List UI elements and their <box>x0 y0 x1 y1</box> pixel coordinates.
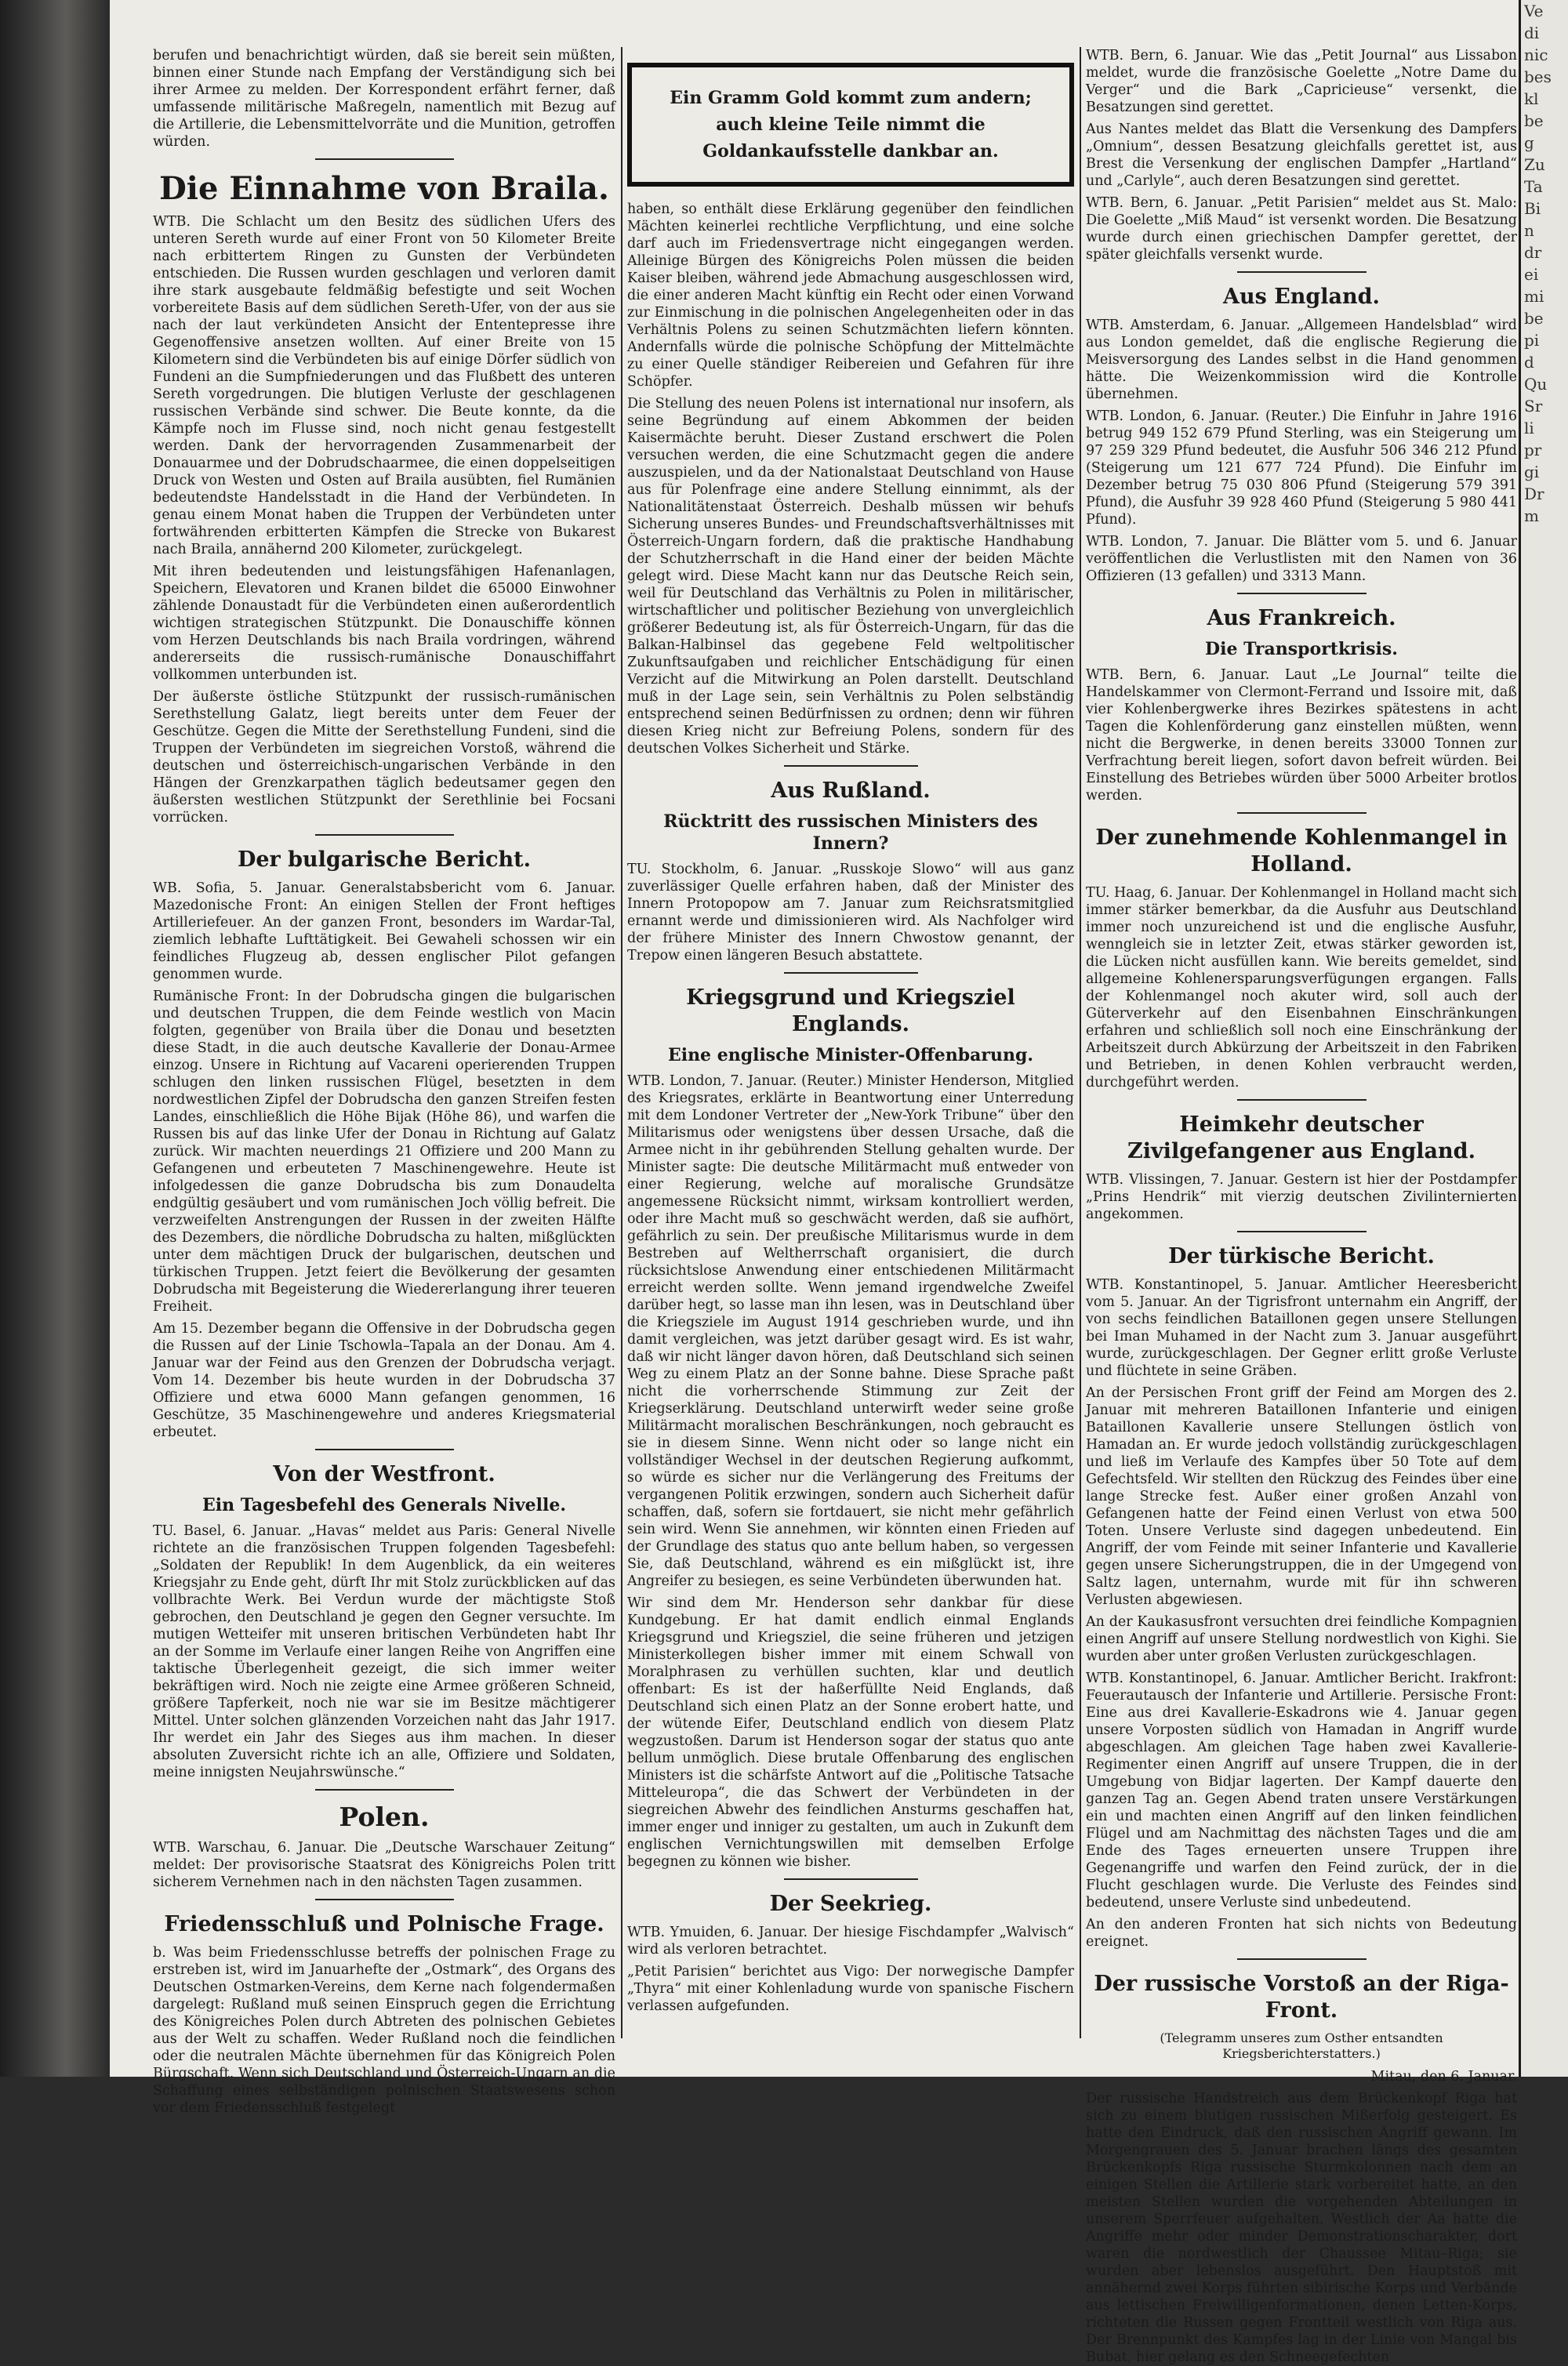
edge-fragment: gi <box>1524 463 1540 481</box>
edge-fragment: dr <box>1524 243 1542 262</box>
article-paragraph: Die Stellung des neuen Polens ist international nur insofern, als seine Begründung auf einem Abkommen der beiden Kaisermächte beruht. Dieser Zustand erschwert die Polen versuchen werden, die eine Schutzmacht gegen die andere auszuspielen, und da der Nationalstaat Deutschland von Hause aus für Polenfrage eine andere Stellung einnimmt, als der Nationalitätenstaat Österreich. Deshalb müssen wir behufs Sicherung unseres Bundes- und Freundschaftsverhältnisses mit Österreich-Ungarn fordern, daß die praktische Handhabung der Schutzherrschaft in die Hand einer der beiden Mächte gelegt wird. Diese Macht kann nur das Deutsche Reich sein, weil für Deutschland das Verhältnis zu Polen in militärischer, wirtschaftlicher und politischer Beziehung von unvergleichlich größerer Bedeutung ist, als für Österreich-Ungarn, für das die Balkan-Halbinsel das gegebene Feld weltpolitischer Zukunftsaufgaben und reichlicher Entschädigung für einen Verzicht auf die Mitwirkung an Polen darstellt. Deutschland muß in der Lage sein, sein Verhältnis zu Polen selbständig entsprechend seinen Bedürfnissen zu ordnen; denn wir führen diesen Krieg nicht zur Befreiung Polens, sondern für des deutschen Volkes Sicherheit und Stärke. <box>627 396 1074 757</box>
column-1 <box>153 47 615 2116</box>
article-paragraph: WTB. Konstantinopel, 6. Januar. Amtlicher Bericht. Irakfront: Feuerautausch der Infanterie und Artillerie. Persische Front: Eine aus drei Kavallerie-Eskadrons wie 4. Januar gegen unsere Vorposten südlich von Hamadan in Angriff wurde abgeschlagen. Am gleichen Tage haben zwei Kavallerie-Regimenter einen Angriff auf unsere Truppen, die in der Umgebung von Bidjar lagerten. Der Kampf dauerte den ganzen Tag an. Gegen Abend traten unsere Verstärkungen ein und machten einen Angriff auf den linken feindlichen Flügel und am Nachmittag des nächsten Tages und die am Ende des Tages erneuerten unsere Truppen ihre Gegenangriffe und warfen den Feind zurück, der in die Flucht geschlagen wurde. Die Verluste des Feindes sind bedeutend, unsere Verluste sind unbedeutend. <box>1086 1671 1517 1911</box>
article-paragraph: „Petit Parisien“ berichtet aus Vigo: Der norwegische Dampfer „Thyra“ mit einer Kohlenladung wurde von spanische Fischern verlassen aufgefunden. <box>627 1964 1074 2014</box>
divider <box>315 1789 454 1791</box>
edge-fragment: Bi <box>1524 199 1541 218</box>
divider <box>315 1449 454 1450</box>
article-paragraph: WB. Sofia, 5. Januar. Generalstabsbericht vom 6. Januar. Mazedonische Front: An einigen Stellen der Front heftiges Artilleriefeuer. An der ganzen Front, besonders im Wardar-Tal, ziemlich lebhafte Lufttätigkeit. Bei Gewaheli schossen wir ein feindliches Flugzeug ab, dessen englischer Pilot gefangen genommen wurde. <box>153 880 615 982</box>
headline-polen: Polen. <box>339 1802 430 1832</box>
divider <box>315 1899 454 1900</box>
headline-westfront: Von der Westfront. <box>273 1462 495 1486</box>
edge-fragment: g <box>1524 133 1534 152</box>
article-paragraph: WTB. London, 6. Januar. (Reuter.) Die Einfuhr in Jahre 1916 betrug 949 152 679 Pfund Sterling, was ein Steigerung um 97 259 329 Pfund bedeutet, die Ausfuhr 506 346 212 Pfund (Steigerung um 121 677 724 Pfund). Die Einfuhr im Dezember betrug 75 030 806 Pfund (Steigerung 579 391 Pfund), die Ausfuhr 39 928 460 Pfund (Steigerung 5 980 441 Pfund). <box>1086 408 1517 528</box>
edge-fragment: Sr <box>1524 397 1543 416</box>
edge-fragment: li <box>1524 419 1534 437</box>
edge-fragment: Ta <box>1524 177 1543 196</box>
article-paragraph: Am 15. Dezember begann die Offensive in der Dobrudscha gegen die Russen auf der Linie Tschowla–Tapala an der Donau. Am 4. Januar war der Feind aus den Grenzen der Dobrudscha verjagt. Vom 14. Dezember bis heute wurden in der Dobrudscha 37 Offiziere und etwa 6000 Mann gefangen genommen, 16 Geschütze, 35 Maschinengewehre und anderes Kriegsmaterial erbeutet. <box>153 1321 615 1440</box>
divider <box>1237 1958 1367 1960</box>
edge-fragment: Qu <box>1524 375 1548 394</box>
headline-bulgarian-report: Der bulgarische Bericht. <box>237 847 532 872</box>
edge-fragment: m <box>1524 506 1539 525</box>
divider <box>1237 593 1367 594</box>
article-paragraph: WTB. Warschau, 6. Januar. Die „Deutsche Warschauer Zeitung“ meldet: Der provisorische Staatsrat des Königreichs Polen tritt sicherem Vernehmen nach in den nächsten Tagen zusammen. <box>153 1840 615 1890</box>
article-paragraph: TU. Haag, 6. Januar. Der Kohlenmangel in Holland macht sich immer stärker bemerkbar, da die Ausfuhr aus Deutschland immer noch unzureichend ist und die englische Ausfuhr, wenngleich sie in letzter Zeit, etwas stärker geworden ist, die Lücken nicht ausfüllen kann. Wie bereits gemeldet, sind allgemeine Kohlenersparungsverfügungen ergangen. Falls der Kohlenmangel noch akuter wird, soll auch der Güterverkehr auf den Eisenbahnen Einschränkungen erfahren und schließlich soll noch eine Einschränkung der Arbeitszeit durch Abkürzung der Arbeitszeit in den Fabriken und Betrieben, in denen Kohlen verbraucht werden, durchgeführt werden. <box>1086 885 1517 1090</box>
divider <box>784 972 918 974</box>
article-paragraph: WTB. Die Schlacht um den Besitz des südlichen Ufers des unteren Sereth wurde auf einer Front von 50 Kilometer Breite nach erbittertem Ringen zu Gunsten der Verbündeten entschieden. Die Russen wurden geschlagen und verloren damit ihre stark ausgebaute feldmäßig befestigte und seit Wochen vorbereitete Basis auf dem südlichen Sereth-Ufer, von der aus sie nach der laut verkündeten Ansicht der Ententepresse ihre Gegenoffensive ansetzen wollten. Auf einer Breite von 15 Kilometern sind die Verbündeten bis auf einige Dörfer südlich von Fundeni an die Sumpfniederungen und das Flußbett des unteren Sereth vorgedrungen. Die blutigen Verluste der geschlagenen russischen Verbände sind schwer. Die Beute konnte, da die Kämpfe noch im Flusse sind, noch nicht genau festgestellt werden. Dank der hervorragenden Zusammenarbeit der Donauarmee und der Dobrudschaarmee, die einen doppelseitigen Druck von Westen und Osten auf Braila ausübten, fiel Rumänien bedeutendste Handelsstadt in die Hand der Verbündeten. In genau einem Monat haben die Truppen der Verbündeten unter fortwährenden erbitterten Kämpfen die Strecke von Bukarest nach Braila, annähernd 200 Kilometer, zurückgelegt. <box>153 214 615 557</box>
edge-fragment: Dr <box>1524 484 1544 503</box>
column-3 <box>1086 47 1517 2365</box>
article-paragraph: b. Was beim Friedensschlusse betreffs der polnischen Frage zu erstreben ist, wird im Januarhefte der „Ostmark“, des Organs des Deutschen Ostmarken-Vereins, dem Kerne nach folgendermaßen dargelegt: Rußland muß seinen Einspruch gegen die Errichtung des Königreiches Polen durch Abtreten des polnischen Gebietes aus der Welt zu schaffen. Weder Rußland noch die feindlichen oder die neutralen Mächte übernehmen für das Königreich Polen Bürgschaft. Wenn sich Deutschland und Österreich-Ungarn an die Schaffung eines selbständigen polnischen Staatswesens schon vor dem Friedensschluß festgelegt <box>153 1945 615 2116</box>
subheadline-westfront: Ein Tagesbefehl des Generals Nivelle. <box>202 1495 566 1515</box>
edge-fragment: Ve <box>1524 2 1544 20</box>
article-paragraph: An der Persischen Front griff der Feind am Morgen des 2. Januar mit mehreren Bataillonen Infanterie und einigen Bataillonen Kavallerie unsere Stellungen östlich von Hamadan an. Er wurde jedoch vollständig zurückgeschlagen und ließ im Verlaufe des Kampfes über 50 Tote auf dem Gefechtsfeld. Wir stellten den Rückzug des Feindes über eine lange Strecke fest. Außer einer großen Anzahl von Gefangenen hatte der Feind einen Verlust von etwa 500 Toten. Unsere Verluste sind dagegen unbedeutend. Ein Angriff, der vom Feinde mit seiner Infanterie und Kavallerie gegen unsere Sicherungstruppen, die in der Umgegend von Saltz lagen, unternahm, wurde mit für ihn schweren Verlusten abgewiesen. <box>1086 1385 1517 1608</box>
gold-notice-box: Ein Gramm Gold kommt zum andern; auch kleine Teile nimmt die Goldankaufsstelle dankbar an. <box>627 63 1074 187</box>
article-paragraph: WTB. Bern, 6. Januar. Wie das „Petit Journal“ aus Lissabon meldet, wurde die französische Goelette „Notre Dame du Verger“ und die Bark „Capricieuse“ versenkt, die Besatzungen sind gerettet. <box>1086 48 1517 115</box>
headline-aus-england: Aus England. <box>1223 285 1380 309</box>
headline-turkish-report: Der türkische Bericht. <box>1168 1244 1435 1268</box>
edge-fragment: ei <box>1524 265 1539 284</box>
article-paragraph: WTB. London, 7. Januar. Die Blätter vom 5. und 6. Januar veröffentlichen die Verlustlisten mit den Namen von 36 Offizieren (13 gefallen) und 3313 Mann. <box>1086 534 1517 584</box>
divider <box>1237 271 1367 273</box>
article-paragraph: WTB. Amsterdam, 6. Januar. „Allgemeen Handelsblad“ wird aus London gemeldet, daß die englische Regierung die Meisversorgung des Landes selbst in die Hand genommen hätte. Die Weizenkommission wird die Kontrolle übernehmen. <box>1086 318 1517 402</box>
article-paragraph: An den anderen Fronten hat sich nichts von Bedeutung ereignet. <box>1086 1917 1517 1950</box>
column-divider <box>1080 47 1081 2038</box>
divider <box>1237 1231 1367 1232</box>
divider <box>315 158 454 160</box>
article-paragraph: WTB. Bern, 6. Januar. „Petit Parisien“ meldet aus St. Malo: Die Goelette „Miß Maud“ ist versenkt worden. Die Besatzung wurde durch einen griechischen Dampfer gerettet, der später gleichfalls versenkt wurde. <box>1086 195 1517 263</box>
article-paragraph: WTB. Bern, 6. Januar. Laut „Le Journal“ teilte die Handelskammer von Clermont-Ferrand und Issoire mit, daß vier Kohlenbergwerke ihres Bezirkes spätestens in acht Tagen die Kohlenförderung ganz einstellen müßten, wenn nicht die Bergwerke, in denen bereits 33000 Tonnen zur Verfrachtung bereit liegen, sofort davon befreit würden. Bei Einstellung des Betriebes würden über 5000 Arbeiter brotlos werden. <box>1086 667 1517 804</box>
edge-fragment: nic <box>1524 45 1548 64</box>
article-paragraph: An der Kaukasusfront versuchten drei feindliche Kompagnien einen Angriff auf unsere Stellung nordwestlich von Kighi. Sie wurden aber unter großen Verlusten zurückgeschlagen. <box>1086 1614 1517 1664</box>
headline-england-war-aims: Kriegsgrund und Kriegsziel Englands. <box>686 985 1015 1036</box>
column-divider <box>621 47 622 2038</box>
article-paragraph: WTB. Vlissingen, 7. Januar. Gestern ist hier der Postdampfer „Prins Hendrik“ mit vierzig deutschen Zivilinternierten angekommen. <box>1086 1172 1517 1222</box>
edge-fragment: Zu <box>1524 155 1545 174</box>
edge-fragment: pi <box>1524 331 1540 350</box>
subheadline-russland: Rücktritt des russischen Ministers des Innern? <box>663 811 1038 854</box>
subheadline-england: Eine englische Minister-Offenbarung. <box>667 1045 1034 1065</box>
edge-fragment: mi <box>1524 287 1544 306</box>
divider <box>1237 812 1367 814</box>
intro-paragraph: berufen und benachrichtigt würden, daß sie bereit sein müßten, binnen einer Stunde nach Empfang der Verständigung sich bei ihrer Armee zu melden. Der Korrespondent erfährt ferner, daß umfassende militärische Maßregeln, namentlich mit Bezug auf die Artillerie, die Lebensmittelvorräte und die Munition, getroffen würden. <box>153 48 615 150</box>
divider <box>315 834 454 836</box>
article-paragraph: WTB. Konstantinopel, 5. Januar. Amtlicher Heeresbericht vom 5. Januar. An der Tigrisfront unternahm ein Angriff, der von sechs feindlichen Bataillonen gegen unsere Stellungen bei Iman Muhamed in der Nacht zum 3. Januar ausgeführt wurde, zurückgeschlagen. Der Gegner erlitt große Verluste und flüchtete in seine Gräben. <box>1086 1277 1517 1379</box>
column-2 <box>627 47 1074 2054</box>
divider <box>1237 1099 1367 1101</box>
edge-fragment: bes <box>1524 67 1552 86</box>
headline-russland: Aus Rußland. <box>771 778 931 803</box>
article-paragraph: TU. Basel, 6. Januar. „Havas“ meldet aus Paris: General Nivelle richtete an die französischen Truppen folgenden Tagesbefehl: „Soldaten der Republik! In dem Augenblick, da ein weiteres Kriegsjahr zu Ende geht, dürft Ihr mit Stolz zurückblicken auf das vollbrachte Werk. Bei Verdun wurde der mächtigste Stoß gebrochen, den Deutschland je gegen den Gegner versuchte. Im mutigen Wetteifer mit unseren britischen Verbündeten habt Ihr an der Somme im Verlaufe einer langen Reihe von Angriffen eine taktische Überlegenheit gezeigt, die sich immer weiter bekräftigen wird. Noch nie zeigte eine Armee größeren Schneid, größere Tapferkeit, noch nie war sie im Besitze mächtigerer Mittel. Unter solchen glänzenden Vorzeichen naht das Jahr 1917. Ihr werdet ein Jahr des Sieges aus ihm machen. In dieser absoluten Zuversicht richte ich an alle, Offiziere und Soldaten, meine innigsten Neujahrswünsche.“ <box>153 1523 615 1780</box>
headline-heimkehr: Heimkehr deutscher Zivilgefangener aus England. <box>1127 1112 1475 1163</box>
article-paragraph: TU. Stockholm, 6. Januar. „Russkoje Slowo“ will aus ganz zuverlässiger Quelle erfahren haben, daß der Minister des Innern Protopopow am 7. Januar zum Reichsratsmitglied ernannt werde und dimissionieren wird. Als Nachfolger wird der frühere Minister des Innern Chwostow genannt, der Trepow einen längeren Besuch abstattete. <box>627 862 1074 963</box>
article-paragraph: Aus Nantes meldet das Blatt die Versenkung des Dampfers „Omnium“, dessen Besatzung gleichfalls gerettet ist, aus Brest die Versenkung der englischen Dampfer „Hartland“ und „Carlyle“, auch deren Besatzungen sind gerettet. <box>1086 122 1517 189</box>
headline-riga-front: Der russische Vorstoß an der Riga-Front. <box>1094 1972 1509 2023</box>
article-paragraph: WTB. London, 7. Januar. (Reuter.) Minister Henderson, Mitglied des Kriegsrates, erklärte in Beantwortung einer Unterredung mit dem Londoner Vertreter der „New-York Tribune“ über den Militarismus oder wenigstens über dessen Ursache, daß die Armee nicht in ihr gebührenden Stellung gehalten wurde. Der Minister sagte: Die deutsche Militärmacht muß entweder von einer Regierung, welche auf moralische Grundsätze angemessene Rücksicht nimmt, wirksam kontrolliert werden, oder ihre Macht muß so geschwächt werden, daß sie aufhört, gefährlich zu sein. Der preußische Militarismus wurde in dem Bestreben auf Weltherrschaft organisiert, die durch rücksichtslose Anwendung einer entschiedenen Militärmacht erreicht werden sollte. Wenn jemand irgendwelche Zweifel darüber hegt, so lasse man ihn lesen, was in Deutschland über die Kriegsziele im August 1914 geschrieben wurde, und ihn damit vergleichen, was jetzt darüber gesagt wird. Es ist wahr, daß wir nicht länger davon hören, daß Deutschland sich seinen Weg zu einem Platz an der Sonne bahne. Diese Sprache paßt nicht die vorherrschende Stimmung zur Zeit der Kriegserklärung. Deutschland unterwirft weder seine große Militärmacht moralischen Beschränkungen, noch gebraucht es sie in diesem Sinne. Wenn nicht oder so lange nicht ein vollständiger Wechsel in der deutschen Regierung aufkommt, so würde es sicher nur die Verlängerung des Freitums der vergangenen Politik erzwingen, sondern auch Sicherheit dafür schaffen, daß, sofern sie fortdauert, sie nicht mehr gefährlich sein wird. Wenn Sie annehmen, wir könnten einen Frieden auf der Grundlage des status quo ante bellum haben, so vergessen Sie, daß Deutschland, während es ein mißglückt ist, ihre Angreifer zu besiegen, es seine Verbündeten überwunden hat. <box>627 1073 1074 1589</box>
subheadline-riga: (Telegramm unseres zum Osther entsandten Kriegsberichterstatters.) <box>1160 2030 1443 2061</box>
adjacent-page-edge <box>1519 0 1568 2077</box>
article-paragraph: Rumänische Front: In der Dobrudscha gingen die bulgarischen und deutschen Truppen, die dem Feinde westlich von Macin folgten, gegenüber von Braila über die Donau und besetzten diese Stadt, in die auch deutsche Kavallerie der Donau-Armee einzog. Unsere in Richtung auf Vacareni operierenden Truppen schlugen den linken russischen Flügel, besetzten in dem nordwestlichen Zipfel der Dobrudscha den ganzen Streifen festen Landes, einschließlich die Höhe Bijak (Höhe 86), und warfen die Russen bis auf das linke Ufer der Donau in Richtung auf Galatz zurück. Wir machten neuerdings 21 Offiziere und 200 Mann zu Gefangenen und erbeuteten 7 Maschinengewehre. Heute ist infolgedessen die ganze Dobrudscha bis zum Donaudelta endgültig gesäubert und vom rumänischen Joch völlig befreit. Die verzweifelten Anstrengungen der Russen in der zweiten Hälfte des Dezembers, die nördliche Dobrudscha zu halten, mißglückten unter dem mächtigen Druck der bulgarischen, deutschen und türkischen Truppen. Jetzt feiert die Bevölkerung der gesamten Dobrudscha mit Begeisterung die Wiedererlangung ihrer teueren Freiheit. <box>153 989 615 1315</box>
headline-holland: Der zunehmende Kohlenmangel in Holland. <box>1095 826 1508 876</box>
book-binding <box>0 0 110 2077</box>
dateline: Mitau, den 6. Januar. <box>1370 2069 1517 2085</box>
article-paragraph: Der russische Handstreich aus dem Brückenkopf Riga hat sich zu einem blutigen russischen Mißerfolg gesteigert. Es hatte den Eindruck, daß den russischen Angriff gewann. Im Morgengrauen des 5. Januar brachen längs des gesamten Brückenkopfs Riga russische Sturmkolonnen nach dem an einigen Stellen die Artillerie stark vorbereitet hatte, an den meisten Stellen wurden die vorgehenden Abteilungen in unserem Sperrfeuer aufgehalten. Westlich der Aa hatte die Angriffe mehr oder minder Demonstrationscharakter, dort waren die nordwestlich der Chaussee Mitau–Riga; sie wurden aber lebenslos ausgeführt. Den Hauptstoß mit annähernd zwei Korps führten sibirische Korps und Verbände aus lettischen Freiwilligenformationen, denen Letten-Korps, richteten die Russen gegen Frontteil westlich von Riga aus. Der Brennpunkt des Kampfes lag in der Linie von Mangal bis Bubat, hier gelang es den Schneegefechten <box>1086 2091 1517 2365</box>
article-paragraph: Der äußerste östliche Stützpunkt der russisch-rumänischen Serethstellung Galatz, liegt bereits unter dem Feuer der Geschütze. Gegen die Mitte der Serethstellung Fundeni, sind die Truppen der Verbündeten im siegreichen Vorstoß, während die deutschen und österreichisch-ungarischen Verbände in den Hängen der Grenzkarpathen täglich bedeutsamer gegen den äußersten westlichen Stützpunkt der Serethlinie bei Focsani vorrücken. <box>153 689 615 826</box>
article-paragraph: haben, so enthält diese Erklärung gegenüber den feindlichen Mächten keinerlei rechtliche Verpflichtung, und eine solche darf auch im Friedensvertrage nicht eingegangen werden. Alleinige Bürgen des Königreichs Polen müssen die beiden Kaiser bleiben, während jede Abmachung ausgeschlossen wird, die einer anderen Macht künftig ein Recht oder einen Vorwand zur Einmischung in die polnischen Angelegenheiten oder in das Verhältnis Polens zu seinen Schutzmächten liefern könnten. Andernfalls würde die polnische Schöpfung der Mittelmächte zu einer Quelle ständiger Reibereien und Gefahren für ihre Schöpfer. <box>627 201 1074 390</box>
divider <box>784 1878 918 1880</box>
edge-fragment: n <box>1524 221 1534 240</box>
headline-seekrieg: Der Seekrieg. <box>769 1892 932 1916</box>
article-paragraph: Wir sind dem Mr. Henderson sehr dankbar für diese Kundgebung. Er hat damit endlich einmal Englands Kriegsgrund und Kriegsziel, die seine früheren und jetzigen Ministerkollegen bisher immer mit einem Schwall von Moralphrasen zu verhüllen suchten, klar und deutlich offenbart: Es ist der haßerfüllte Neid Englands, daß Deutschland sich einen Platz an der Sonne erobert hatte, und der wütende Eifer, Deutschland endlich von diesem Platz wegzustoßen. Darum ist Henderson sogar der status quo ante bellum unmöglich. Diese brutale Offenbarung des englischen Ministers ist die schärfste Antwort auf die „Politische Tatsache Mitteleuropa“, die das Schwert der Verbündeten in der siegreichen Abwehr des feindlichen Ansturms geschaffen hat, immer enger und inniger zu gestalten, um auch in Zukunft dem englischen Vernichtungswillen mit demselben Erfolge begegnen zu können wie bisher. <box>627 1595 1074 1870</box>
divider <box>784 765 918 767</box>
edge-fragment: kl <box>1524 89 1539 108</box>
headline-frankreich: Aus Frankreich. <box>1207 606 1396 630</box>
edge-fragment: be <box>1524 309 1544 328</box>
headline-braila: Die Einnahme von Braila. <box>159 170 609 207</box>
edge-fragment: pr <box>1524 441 1542 459</box>
article-paragraph: Mit ihren bedeutenden und leistungsfähigen Hafenanlagen, Speichern, Elevatoren und Kranen bildet die 65000 Einwohner zählende Donaustadt für die Verbündeten einen außerordentlich wichtigen strategischen Stützpunkt. Die Donauschiffe können vom Herzen Deutschlands bis nach Braila vordringen, während andererseits die russisch-rumänische Donauschiffahrt vollkommen unterbunden ist. <box>153 564 615 683</box>
edge-fragment: be <box>1524 111 1544 130</box>
subheadline-frankreich: Die Transportkrisis. <box>1205 639 1398 659</box>
article-paragraph: WTB. Ymuiden, 6. Januar. Der hiesige Fischdampfer „Walvisch“ wird als verloren betrachtet. <box>627 1925 1074 1958</box>
headline-friedensschluss: Friedensschluß und Polnische Frage. <box>164 1912 604 1936</box>
edge-fragment: di <box>1524 24 1540 42</box>
edge-fragment: d <box>1524 353 1534 372</box>
